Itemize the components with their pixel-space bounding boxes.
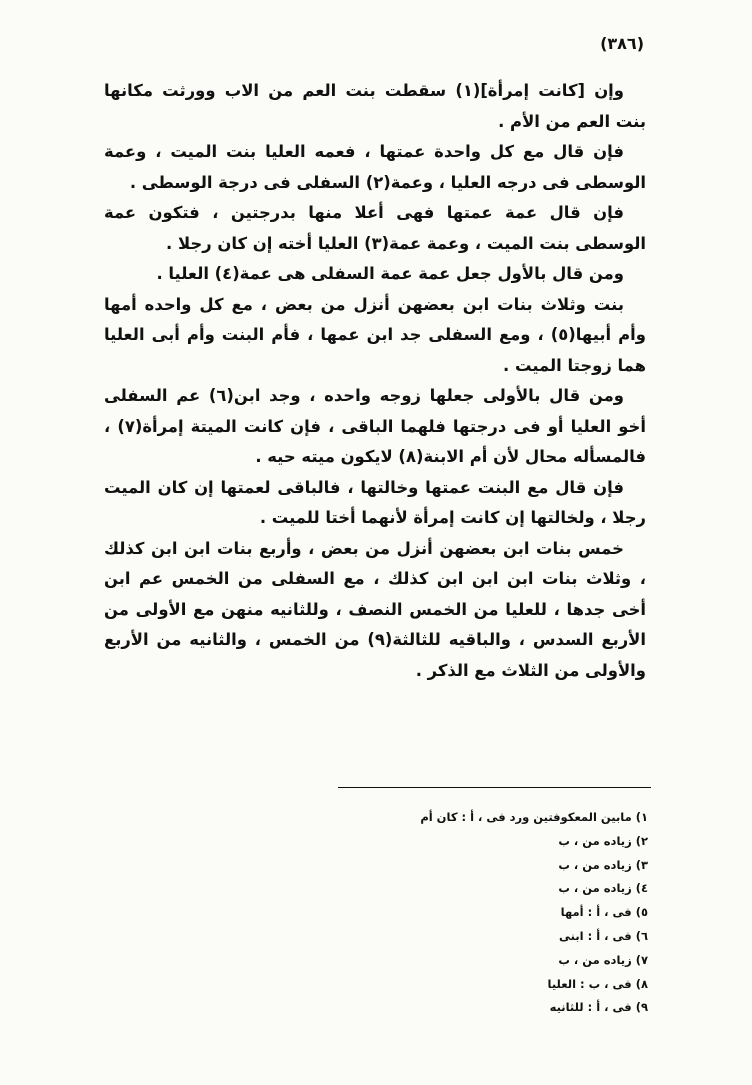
footnote: ٧) زياده من ، ب: [558, 952, 648, 967]
footnote: ٢) زياده من ، ب: [558, 833, 648, 848]
footnote: ٩) فى ، أ : للثانيه: [549, 1000, 648, 1015]
paragraph: خمس بنات ابن بعضهن أنزل من بعض ، وأربع بنات ابن ابن كذلك ، وثلاث بنات ابن ابن ابن كذلك ، مع السفلى من الخمس عم ابن أخى جدها ، للعليا من الخمس النصف ، وللثانيه منهن مع الأولى من الأربع السدس ، والباقيه للثالثة(٩) من الخمس ، والثانيه من الأربع والأولى من الثلاث مع الذكر .: [104, 538, 646, 680]
footnote: ٤) زياده من ، ب: [558, 881, 648, 896]
paragraph: وإن [كانت إمرأة](١) سقطت بنت العم من الاب وورثت مكانها بنت العم من الأم .: [104, 81, 646, 131]
page-number: (٣٨٦): [600, 34, 644, 53]
footnote: ١) مابين المعكوفتين ورد فى ، أ : كان أم: [420, 810, 648, 824]
paragraph: فإن قال مع البنت عمتها وخالتها ، فالباقى لعمتها إن كان الميت رجلا ، ولخالتها إن كانت إمرأة لأنهما أختا للميت .: [104, 477, 646, 527]
main-text: [104, 76, 646, 686]
paragraph: فإن قال عمة عمتها فهى أعلا منها بدرجتين ، فتكون عمة الوسطى بنت الميت ، وعمة عمة(٣) العليا أخته إن كان رجلا .: [104, 203, 646, 253]
footnote: ٨) فى ، ب : العليا: [547, 976, 648, 991]
footnote: ٣) زياده من ، ب: [558, 857, 648, 872]
footnote: ٥) فى ، أ : أمها: [560, 905, 648, 920]
paragraph: ومن قال بالأولى جعلها زوجه واحده ، وجد ابن(٦) عم السفلى أخو العليا أو فى درجتها فلهما الباقى ، فإن كانت الميتة إمرأة(٧) ، فالمسأله محال لأن أم الابنة(٨) لايكون ميته حيه .: [104, 386, 646, 466]
paragraph: فإن قال مع كل واحدة عمتها ، فعمه العليا بنت الميت ، وعمة الوسطى فى درجه العليا ، وعمة(٢) السفلى فى درجة الوسطى .: [104, 142, 646, 192]
footnote: ٦) فى ، أ : ابنى: [559, 928, 648, 943]
footnotes: [318, 806, 648, 1020]
footnote-separator: [338, 787, 651, 788]
paragraph: ومن قال بالأول جعل عمة عمة السفلى هى عمة(٤) العليا .: [156, 264, 624, 283]
paragraph: بنت وثلاث بنات ابن بعضهن أنزل من بعض ، مع كل واحده أمها وأم أبيها(٥) ، ومع السفلى جد ابن عمها ، فأم البنت وأم أبى العليا هما زوجتا الميت .: [104, 294, 646, 375]
